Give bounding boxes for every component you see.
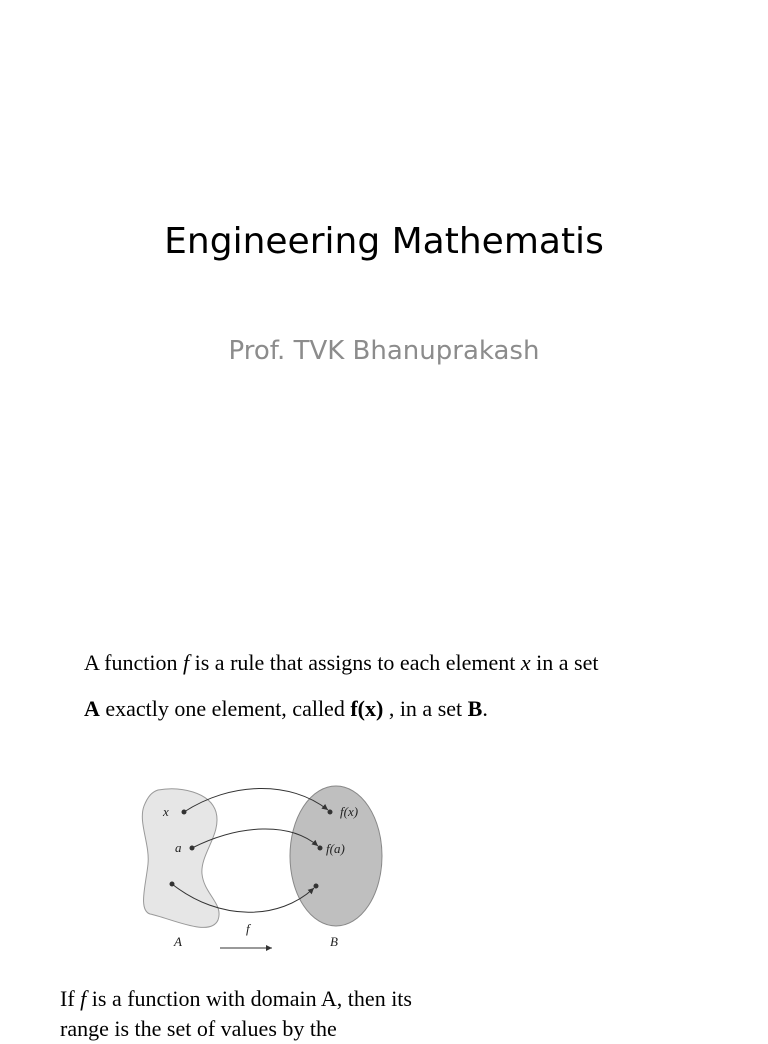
label-set-a: A: [174, 934, 182, 949]
label-set-b: B: [330, 934, 338, 949]
point-fa: [318, 846, 323, 851]
definition-line-1: [84, 648, 598, 678]
set-a-shape: [142, 789, 219, 928]
function-symbol: f: [183, 650, 190, 675]
text-segment: If: [60, 986, 81, 1011]
point-a: [190, 846, 195, 851]
text-segment: , in a set: [383, 696, 468, 721]
point-fx: [328, 810, 333, 815]
text-segment: in a set: [530, 650, 599, 675]
set-b-symbol: B: [467, 696, 483, 721]
label-a: a: [175, 840, 182, 855]
text-segment: .: [482, 696, 488, 721]
label-x: x: [163, 804, 169, 819]
element-symbol: x: [520, 650, 531, 675]
label-fx: f(x): [340, 804, 359, 819]
label-fa: f(a): [326, 841, 345, 856]
set-b-shape: [290, 786, 382, 926]
point-b3: [314, 884, 319, 889]
slide-subtitle: Prof. TVK Bhanuprakash: [228, 336, 540, 366]
text-segment: exactly one element, called: [99, 696, 351, 721]
bottom-text-line-1: [60, 984, 412, 1014]
function-mapping-diagram: [130, 772, 400, 962]
label-f: f: [246, 921, 250, 936]
text-segment: is a function with domain A, then its: [86, 986, 412, 1011]
fx-symbol: f(x): [350, 696, 384, 721]
set-a-symbol: A: [84, 696, 100, 721]
definition-line-2: [84, 694, 488, 724]
point-x: [182, 810, 187, 815]
bottom-text-line-2: range is the set of values by the: [60, 1016, 337, 1041]
text-segment: A function: [84, 650, 183, 675]
point-3: [170, 882, 175, 887]
slide-title: Engineering Mathematis: [164, 221, 604, 262]
function-symbol: f: [80, 986, 87, 1011]
text-segment: is a rule that assigns to each element: [189, 650, 521, 675]
